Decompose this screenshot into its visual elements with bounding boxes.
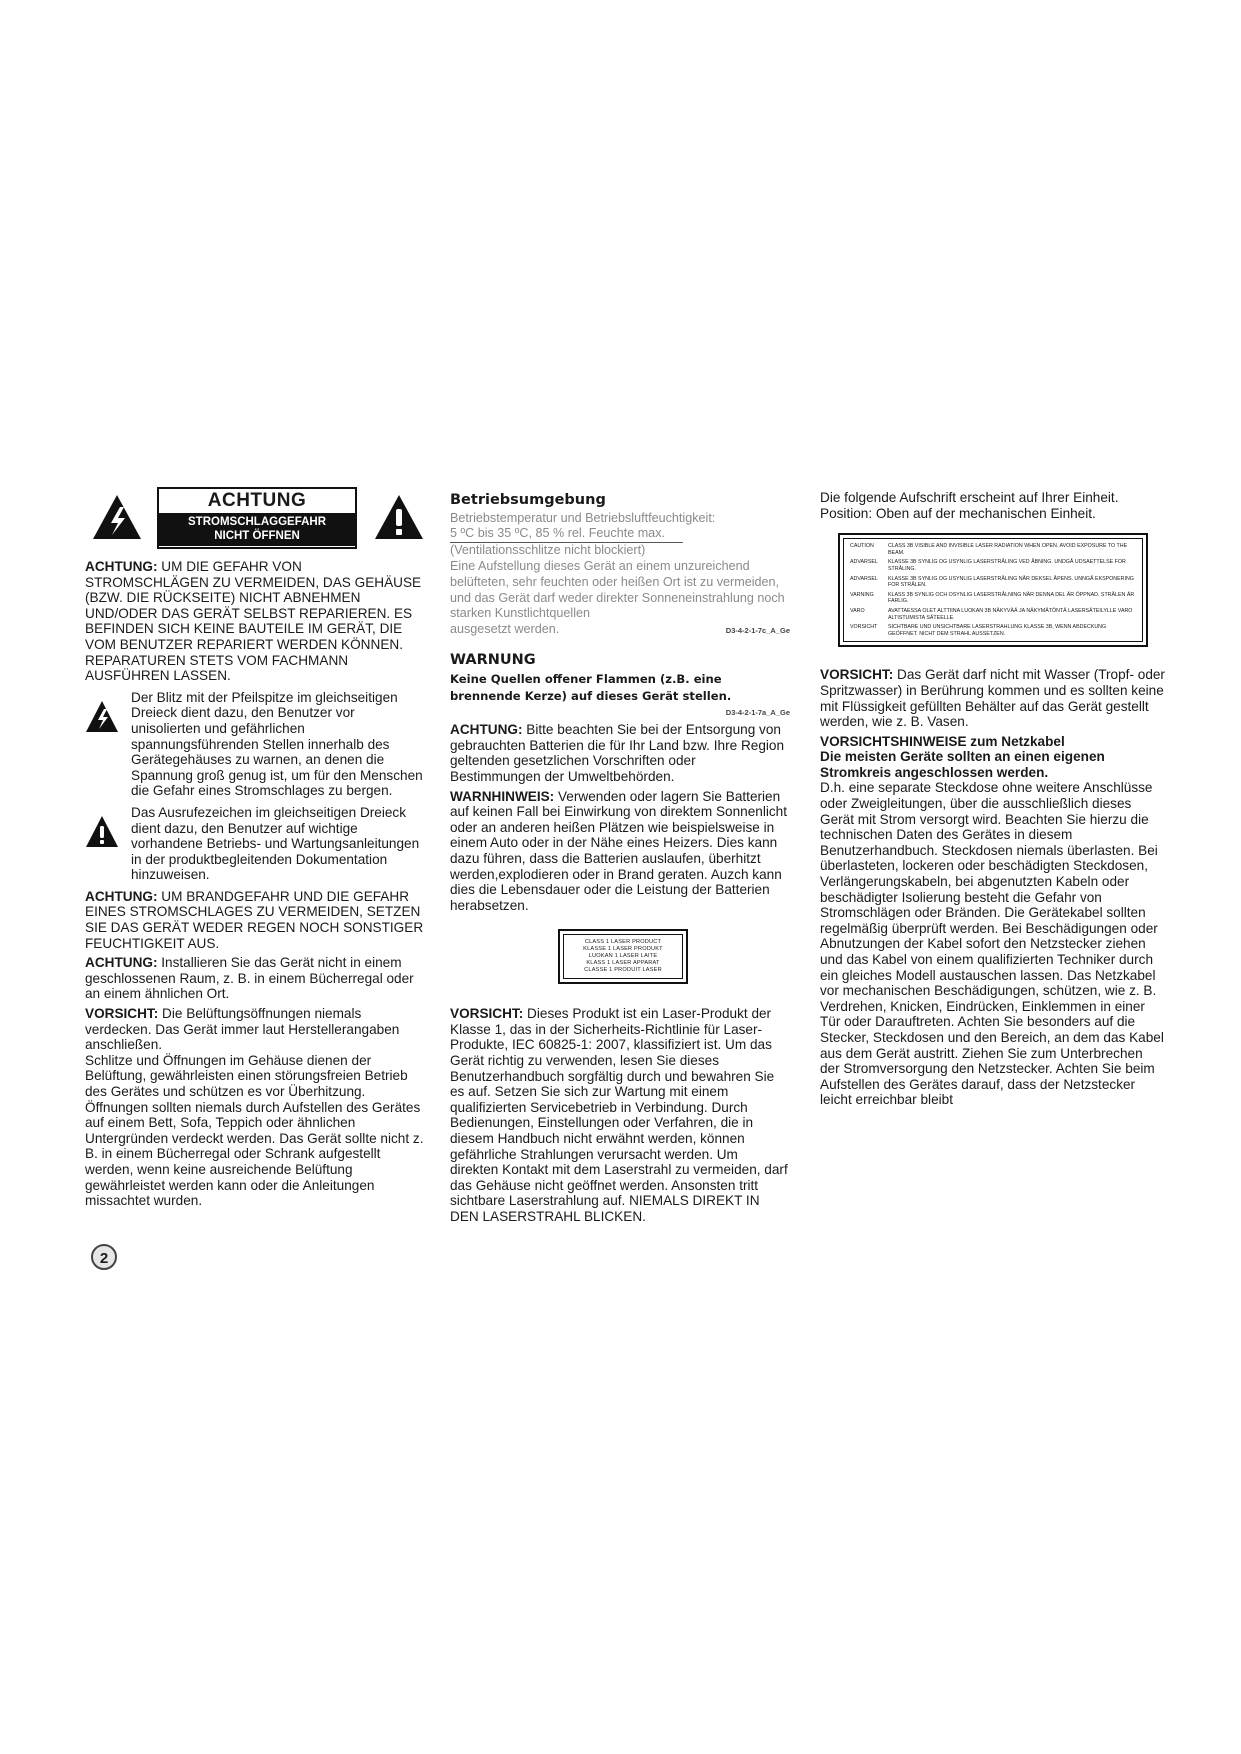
- caution-row: [850, 559, 1136, 572]
- environment-block: [450, 511, 790, 639]
- warnung-title: WARNUNG: [450, 651, 536, 668]
- caution-row: [850, 624, 1136, 637]
- caution-value: KLASSE 3B SYNLIG OG USYNLIG LASERSTRÅLING VED ÅBNING. UNDGÅ UDSAETTELSE FOR STRÅLING.: [888, 559, 1126, 572]
- caution-value: CLASS 3B VISIBLE AND INVISIBLE LASER RADIATION WHEN OPEN. AVOID EXPOSURE TO THE BEAM.: [888, 543, 1128, 556]
- environment-title: Betriebsumgebung: [450, 492, 606, 508]
- label: ACHTUNG:: [450, 722, 523, 738]
- paragraph-achtung-3: [85, 955, 425, 1002]
- caution-value: AVATTAESSA OLET ALTTIINA LUOKAN 3B NÄKYVÄÄ JA NÄKYMÄTÖNTÄ LASERSÄTEILYLLE VARO ALTISTUMISTA SÄTEELLE.: [888, 607, 1133, 621]
- text: Installieren Sie das Gerät nicht in einem geschlossenen Raum, z. B. in einem Bücherregal oder an einem ähnlichen Ort.: [85, 955, 414, 1002]
- caution-row: [850, 608, 1136, 621]
- laser-class-label: [558, 929, 688, 984]
- laser-class-label-inner: [563, 934, 683, 979]
- text: UM DIE GEFAHR VON STROMSCHLÄGEN ZU VERMEIDEN, DAS GEHÄUSE (BZW. DIE RÜCKSEITE) NICHT ABNEHMEN UND/ODER DAS GERÄT SELBST REPARIEREN. ES BEFINDEN SICH KEINE BAUTEILE IM GERÄT, DIE VOM BENUTZER REPARIERT WERDEN KÖNNEN. REPARATUREN STETS VOM FACHMANN AUSFÜHREN LASSEN.: [85, 559, 422, 684]
- laser-line: KLASSE 1 LASER PRODUKT: [583, 946, 663, 953]
- exclamation-explanation: [85, 805, 425, 883]
- text: Bitte beachten Sie bei der Entsorgung von gebrauchten Batterien die für Ihr Land bzw. Ihre Region geltenden gesetzlichen Vorschriften oder Bestimmungen der Umweltbehörden.: [450, 722, 785, 784]
- caution-value: KLASSE 3B SYNLIG OG USYNLIG LASERSTRÅLING NÅR DEKSEL ÅPENS. UNNGÅ EKSPONERING FOR STRÅLEN.: [888, 575, 1134, 589]
- lightning-warning-icon: [91, 493, 143, 541]
- label: VORSICHT:: [820, 667, 894, 683]
- environment-line-5-row: [450, 622, 790, 639]
- caution-key: VARO: [850, 607, 865, 614]
- achtung-subtitle-line-2: NICHT ÖFFNEN: [214, 530, 300, 542]
- environment-line-4: Eine Aufstellung dieses Gerät an einem unzureichend belüfteten, sehr feuchten oder heißen Ort ist zu vermeiden, und das Gerät darf weder direkter Sonneneinstrahlung noch starken Kunstlichtquellen: [450, 558, 785, 621]
- environment-line-2: 5 ºC bis 35 ºC, 85 % rel. Feuchte max.: [450, 526, 683, 543]
- lightning-icon: [85, 700, 119, 734]
- column-right: [820, 490, 1165, 1112]
- column-middle: [450, 487, 790, 1229]
- caution-key: ADVARSEL: [850, 559, 878, 566]
- laser-line: KLASS 1 LASER APPARAT: [586, 960, 660, 967]
- power-cord-heading: [820, 734, 1165, 750]
- paragraph-achtung-1: [85, 559, 425, 684]
- laser-line: CLASSE 1 PRODUIT LASER: [584, 967, 662, 974]
- label: ACHTUNG:: [85, 888, 158, 904]
- achtung-label: [157, 487, 357, 549]
- warning-header: [85, 487, 425, 555]
- warnung-text: Keine Quellen offener Flammen (z.B. eine brennende Kerze) auf dieses Gerät stellen.: [450, 671, 732, 703]
- caution-row: [850, 592, 1136, 605]
- paragraph-vorsicht-laser: [450, 1006, 790, 1224]
- laser-caution-label: [838, 533, 1148, 647]
- achtung-title: ACHTUNG: [207, 490, 307, 511]
- label: WARNHINWEIS:: [450, 788, 555, 804]
- caution-row: [850, 576, 1136, 589]
- caution-key: ADVARSEL: [850, 575, 878, 582]
- environment-line-1: Betriebstemperatur und Betriebsluftfeuchtigkeit:: [450, 510, 716, 525]
- caution-row: [850, 543, 1136, 556]
- page-number: 2: [91, 1244, 117, 1270]
- lightning-explanation: [85, 690, 425, 799]
- warnung-code: D3-4-2-1-7a_A_Ge: [725, 707, 790, 717]
- achtung-subtitle: [159, 513, 355, 546]
- label: VORSICHT:: [450, 1006, 524, 1022]
- environment-line-5: ausgesetzt werden.: [450, 622, 560, 637]
- paragraph-ventilation: Schlitze und Öffnungen im Gehäuse dienen der Belüftung, gewährleisten einen störungsfreien Betrieb des Gerätes und schützen es vor Überhitzung. Öffnungen sollten niemals durch Aufstellen des Gerätes auf einem Bett, Sofa, Teppich oder ähnlichen Untergründen verdeckt werden. Das Gerät sollte nicht z. B. in einem Bücherregal oder Schrank aufgestellt werden, wenn keine ausreichende Belüftung gewährleistet werden kann oder die Anleitungen missachtet wurden.: [85, 1052, 424, 1209]
- environment-code: D3-4-2-1-7c_A_Ge: [725, 626, 790, 636]
- paragraph-achtung-batteries: [450, 722, 790, 784]
- power-cord-subheading: [820, 749, 1165, 780]
- label: VORSICHT:: [85, 1006, 159, 1022]
- caution-value: SICHTBARE UND UNSICHTBARE LASERSTRAHLUNG KLASSE 3B, WENN ABDECKUNG GEÖFFNET. NICHT DEM STRAHL AUSSETZEN.: [888, 624, 1107, 637]
- power-cord-text: D.h. eine separate Steckdose ohne weitere Anschlüsse oder Zweigleitungen, über die ausschließlich dieses Gerät mit Strom versorgt wird. Beachten Sie hierzu die technischen Daten des Gerätes in diesem Benutzerhandbuch. Steckdosen niemals überlasten. Bei überlasteten, lockeren oder beschädigten Steckdosen, Verlängerungskabeln, bei abgenutzten Kabeln oder beschädigter Isolierung besteht die Gefahr von Stromschlägen oder Bränden. Die Gerätekabel sollten regelmäßig überprüft werden. Bei Beschädigungen oder Abnutzungen der Kabel sofort den Netzstecker ziehen und das Kabel von einem qualifizierten Techniker durch ein gleiches Modell austauschen lassen. Das Netzkabel vor mechanischen Beschädigungen, schützen, wie z. B. Verdrehen, Knicken, Eindrücken, Einklemmen in einer Tür oder Darauftreten. Achten Sie besonders auf die Stecker, Steckdosen und den Bereich, an dem das Kabel aus dem Gerät austritt. Ziehen Sie zum Unterbrechen der Stromversorgung den Netzstecker. Achten Sie beim Aufstellen des Gerätes darauf, dass der Netzstecker leicht erreichbar bleibt: [820, 780, 1164, 1108]
- exclamation-icon: [85, 815, 119, 849]
- text: Das Gerät darf nicht mit Wasser (Tropf- oder Spritzwasser) in Berührung kommen und es sollten keine mit Flüssigkeit gefüllten Behälter auf das Gerät gestellt werden, wie z. B. Vasen.: [820, 667, 1165, 730]
- caution-key: CAUTION: [850, 543, 874, 550]
- environment-line-3: (Ventilationsschlitze nicht blockiert): [450, 543, 646, 558]
- exclamation-warning-icon: [373, 493, 425, 541]
- text: UM BRANDGEFAHR UND DIE GEFAHR EINES STROMSCHLAGES ZU VERMEIDEN, SETZEN SIE DAS GERÄT WEDER REGEN NOCH SONSTIGER FEUCHTIGKEIT AUS.: [85, 888, 424, 951]
- paragraph-warnhinweis: [450, 789, 790, 914]
- paragraph-vorsicht-water: [820, 667, 1165, 729]
- text: Dieses Produkt ist ein Laser-Produkt der Klasse 1, das in der Sicherheits-Richtlinie für Laser-Produkte, IEC 60825-1: 2007, klassifiziert ist. Um das Gerät richtig zu verwenden, lesen Sie dieses Benutzerhandbuch sorgfältig durch und bewahren Sie es auf. Setzen Sie sich zur Wartung mit einem qualifizierten Servicebetrieb in Verbindung. Durch Bedienungen, Einstellungen oder Verfahren, die in diesem Handbuch nicht erwähnt werden, können gefährliche Strahlungen verursacht werden. Um direkten Kontakt mit dem Laserstrahl zu vermeiden, darf das Gehäuse nicht geöffnet werden. Ansonsten tritt sichtbare Laserstrahlung auf. NIEMALS DIREKT IN DEN LASERSTRAHL BLICKEN.: [450, 1006, 788, 1224]
- paragraph-achtung-2: [85, 889, 425, 951]
- text: Die Belüftungsöffnungen niemals verdecken. Das Gerät immer laut Herstellerangaben anschließen.: [85, 1006, 400, 1053]
- laser-line: LUOKAN 1 LASER LAITE: [588, 953, 658, 960]
- lightning-text: Der Blitz mit der Pfeilspitze im gleichseitigen Dreieck dient dazu, den Benutzer vor unisolierten und gefährlichen spannungsführenden Stellen innerhalb des Gerätegehäuses zu warnen, an denen die Spannung groß genug ist, um für den Menschen die Gefahr eines Stromschlages zu bergen.: [131, 689, 423, 799]
- power-cord-subtitle: Die meisten Geräte sollten an einen eigenen Stromkreis angeschlossen werden.: [820, 749, 1105, 780]
- label: ACHTUNG:: [85, 955, 158, 971]
- caution-key: VARNING: [850, 591, 874, 598]
- text: Verwenden oder lagern Sie Batterien auf keinen Fall bei Einwirkung von direktem Sonnenlicht oder an anderen heißen Plätzen wie beispielsweise in einem Auto oder in der Nähe eines Heizers. Dies kann dazu führen, dass die Batterien auslaufen, überhitzt werden,explodieren oder in Brand geraten. Auzch kann dies die Lebensdauer oder die Leistung der Batterien herabsetzen.: [450, 788, 788, 913]
- paragraph-vorsicht: [85, 1006, 425, 1053]
- label-intro: Die folgende Aufschrift erscheint auf Ihrer Einheit. Position: Oben auf der mechanischen Einheit.: [820, 490, 1119, 521]
- column-left: [85, 487, 425, 1213]
- exclamation-text: Das Ausrufezeichen im gleichseitigen Dreieck dient dazu, den Benutzer auf wichtige vorhandene Betriebs- und Wartungsanleitungen in der produktbegleitenden Dokumentation hinzuweisen.: [131, 804, 420, 883]
- caution-value: KLASS 3B SYNLIG OCH OSYNLIG LASERSTRÅLNING NÄR DENNA DEL ÄR ÖPPNAD. STRÅLEN ÄR FARLIG.: [888, 591, 1135, 605]
- label: ACHTUNG:: [85, 559, 158, 574]
- laser-line: CLASS 1 LASER PRODUCT: [584, 939, 662, 946]
- caution-key: VORSICHT: [850, 624, 878, 631]
- laser-caution-label-inner: [843, 538, 1143, 642]
- power-cord-title: VORSICHTSHINWEISE zum Netzkabel: [820, 733, 1065, 749]
- achtung-subtitle-line-1: STROMSCHLAGGEFAHR: [188, 516, 326, 528]
